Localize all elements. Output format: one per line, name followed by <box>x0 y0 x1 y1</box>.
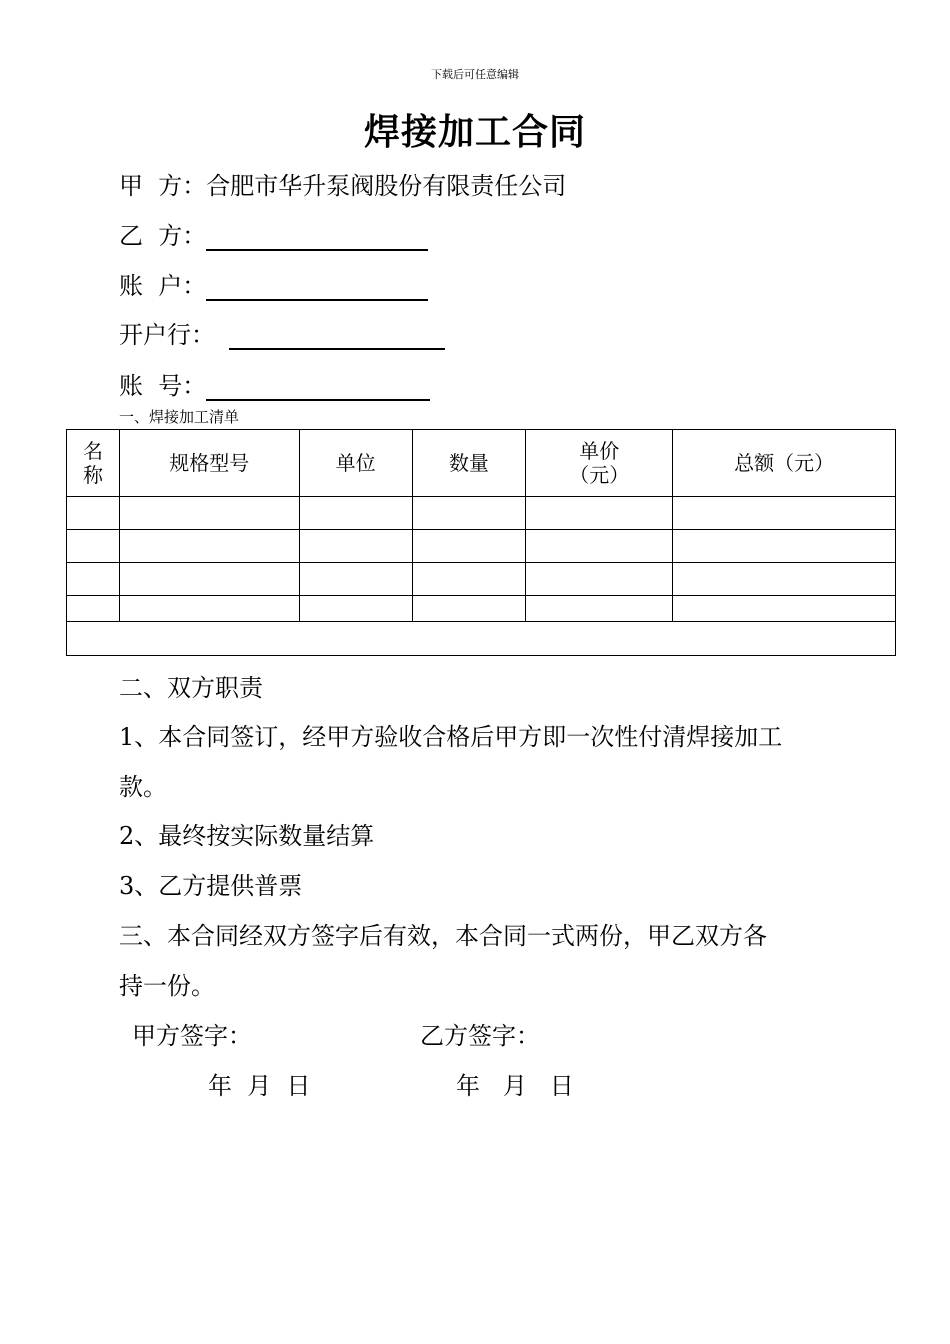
party-a-date: 年 月 日 <box>208 1072 311 1100</box>
header-unit-price: 单价 （元） <box>526 430 673 497</box>
section3-line1: 三、本合同经双方签字后有效，本合同一式两份，甲乙双方各 <box>119 922 767 950</box>
table-row <box>67 497 896 530</box>
party-b-label: 乙 方： <box>119 222 207 250</box>
clause2: 2、最终按实际数量结算 <box>119 822 375 850</box>
party-b-line <box>119 216 428 251</box>
table-header-row <box>67 430 896 497</box>
section3-line2: 持一份。 <box>119 972 215 1000</box>
welding-list-table <box>66 429 896 656</box>
header-name: 名 称 <box>67 430 120 497</box>
clause1-line1: 1、本合同签订，经甲方验收合格后甲方即一次性付清焊接加工 <box>119 723 783 751</box>
party-b-blank[interactable] <box>206 223 428 251</box>
account-name-line <box>119 266 428 301</box>
header-note: 下载后可任意编辑 <box>431 68 519 81</box>
table-row <box>67 596 896 622</box>
section1-title: 一、焊接加工清单 <box>119 408 240 426</box>
document-title: 焊接加工合同 <box>363 111 586 153</box>
header-unit: 单位 <box>299 430 412 497</box>
bank-blank[interactable] <box>229 322 445 350</box>
party-a-label: 甲 方： <box>119 172 207 200</box>
table-row <box>67 563 896 596</box>
table-row <box>67 530 896 563</box>
table-summary-row <box>67 622 896 656</box>
bank-label: 开户行： <box>119 321 215 349</box>
party-a-value: 合肥市华升泵阀股份有限责任公司 <box>206 172 567 200</box>
party-b-signature-label: 乙方签字： <box>420 1022 540 1050</box>
header-spec: 规格型号 <box>119 430 299 497</box>
party-a-line <box>119 166 566 201</box>
header-quantity: 数量 <box>412 430 526 497</box>
account-no-line <box>119 366 430 401</box>
header-total: 总额（元） <box>673 430 896 497</box>
party-b-date: 年 月 日 <box>456 1072 574 1100</box>
clause3: 3、乙方提供普票 <box>119 872 303 900</box>
party-a-signature-label: 甲方签字： <box>132 1022 252 1050</box>
account-name-label: 账 户： <box>119 272 207 300</box>
section2-title: 二、双方职责 <box>119 674 263 702</box>
account-no-blank[interactable] <box>206 373 430 401</box>
clause1-line2: 款。 <box>119 773 167 801</box>
bank-line <box>119 315 445 350</box>
account-no-label: 账 号： <box>119 372 207 400</box>
account-name-blank[interactable] <box>206 273 428 301</box>
